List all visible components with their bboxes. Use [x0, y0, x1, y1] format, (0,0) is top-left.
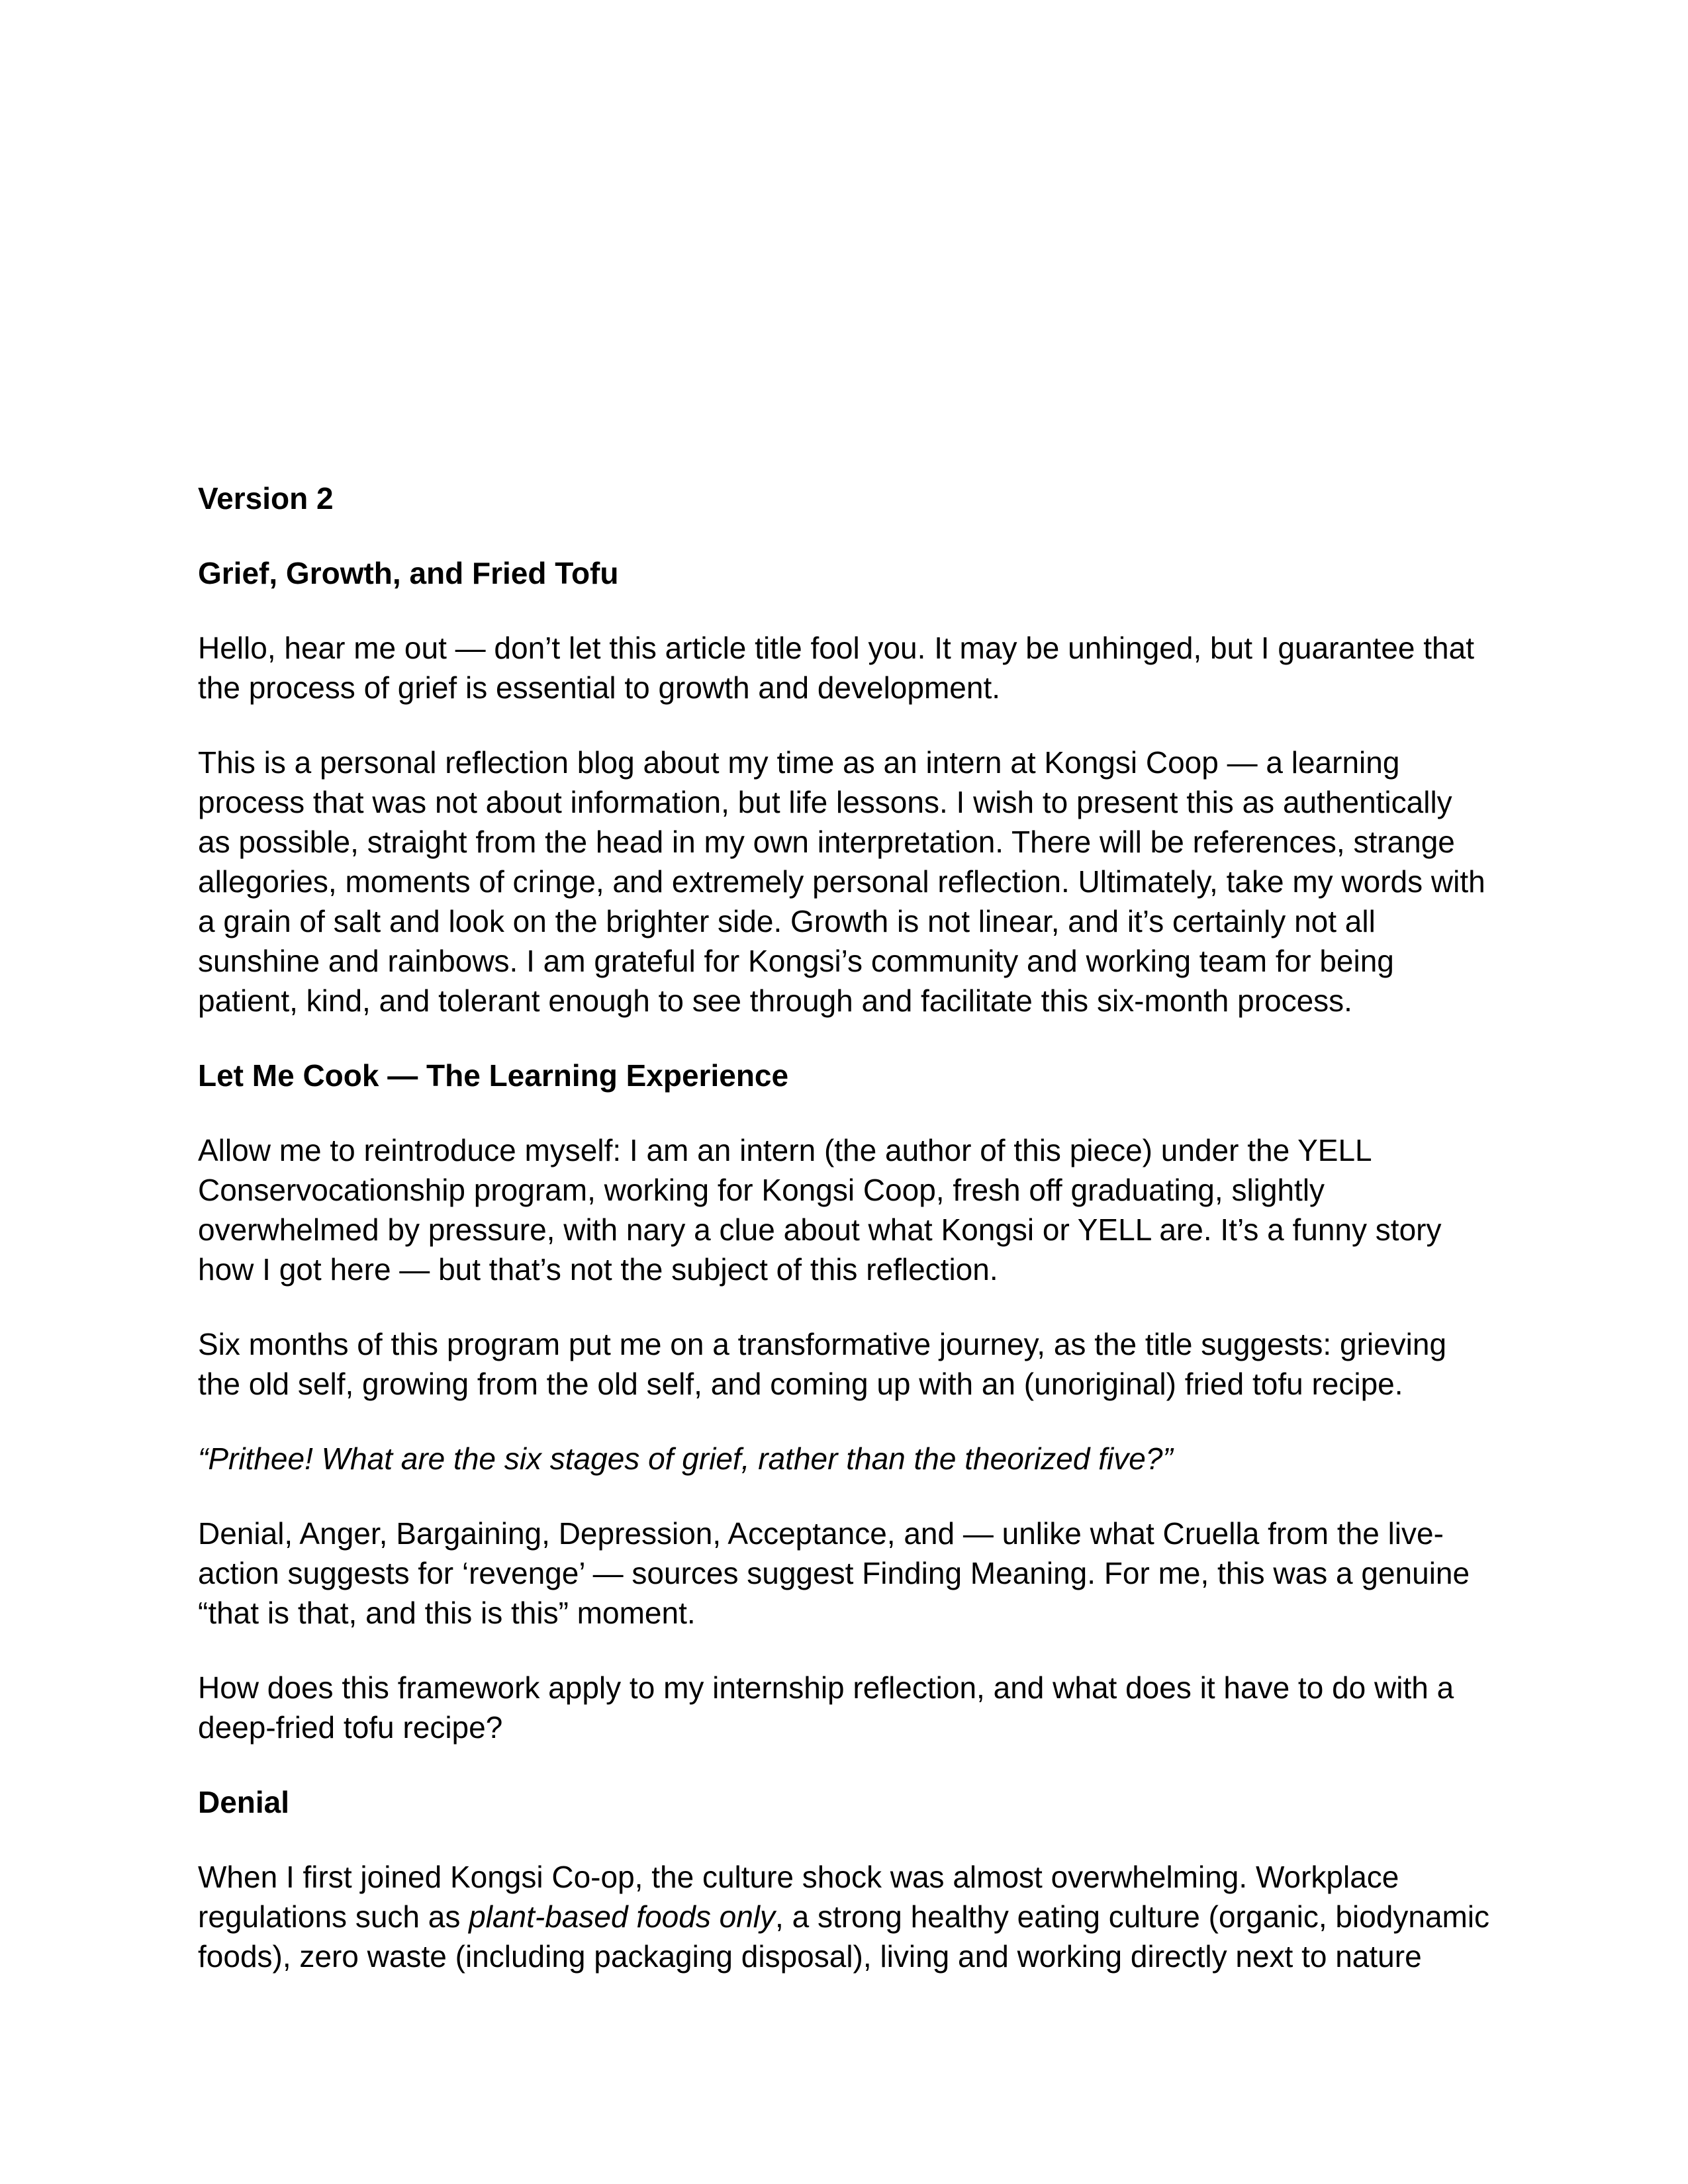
text-run: plant-based foods only: [469, 1899, 776, 1934]
paragraph: [198, 1857, 1490, 1976]
heading: [198, 478, 1490, 518]
paragraph: [198, 743, 1490, 1021]
paragraph: [198, 1324, 1490, 1404]
text-run: Denial: [198, 1785, 290, 1819]
text-run: This is a personal reflection blog about my time as an intern at Kongsi Coop — a learning process that was not about information, but life lessons. I wish to present this as authentically as possible, straight from the head in my own interpretation. There will be references, strange allegories, moments of cringe, and extremely personal reflection. Ultimately, take my words with a grain of salt and look on the brighter side. Growth is not linear, and it’s certainly not all sunshine and rainbows. I am grateful for Kongsi’s community and working team for being patient, kind, and tolerant enough to see through and facilitate this six-month process.: [198, 745, 1485, 1018]
heading: [198, 1056, 1490, 1095]
document-content: [198, 478, 1490, 1976]
text-run: Version 2: [198, 481, 334, 516]
text-run: How does this framework apply to my internship reflection, and what does it have to do with a deep-fried tofu recipe?: [198, 1670, 1454, 1745]
text-run: , a strong healthy eating culture (organic, biodynamic foods), zero waste (including packaging disposal), living and working directly next to nature: [198, 1899, 1490, 1974]
text-run: Allow me to reintroduce myself: I am an intern (the author of this piece) under the YELL Conservocationship program, working for Kongsi Coop, fresh off graduating, slightly overwhelmed by pressure, with nary a clue about what Kongsi or YELL are. It’s a funny story how I got here — but that’s not the subject of this reflection.: [198, 1133, 1442, 1287]
heading: [198, 1782, 1490, 1822]
paragraph: [198, 1439, 1490, 1479]
text-run: Grief, Growth, and Fried Tofu: [198, 556, 619, 590]
text-run: “Prithee! What are the six stages of grief, rather than the theorized five?”: [198, 1441, 1173, 1476]
text-run: Denial, Anger, Bargaining, Depression, Acceptance, and — unlike what Cruella from the live-action suggests for ‘revenge’ — sources suggest Finding Meaning. For me, this was a genuine “that is that, and this is this” moment.: [198, 1516, 1470, 1630]
heading: [198, 553, 1490, 593]
text-run: When I first joined Kongsi Co-op, the culture shock was almost overwhelming. Workplace regulations such as: [198, 1860, 1399, 1934]
paragraph: [198, 1668, 1490, 1747]
text-run: Let Me Cook — The Learning Experience: [198, 1058, 789, 1093]
text-run: Six months of this program put me on a transformative journey, as the title suggests: grieving the old self, growing from the old self, and coming up with an (unoriginal) fried tofu recipe.: [198, 1327, 1447, 1401]
paragraph: [198, 628, 1490, 707]
paragraph: [198, 1514, 1490, 1633]
paragraph: [198, 1130, 1490, 1289]
text-run: Hello, hear me out — don’t let this article title fool you. It may be unhinged, but I guarantee that the process of grief is essential to growth and development.: [198, 631, 1475, 705]
